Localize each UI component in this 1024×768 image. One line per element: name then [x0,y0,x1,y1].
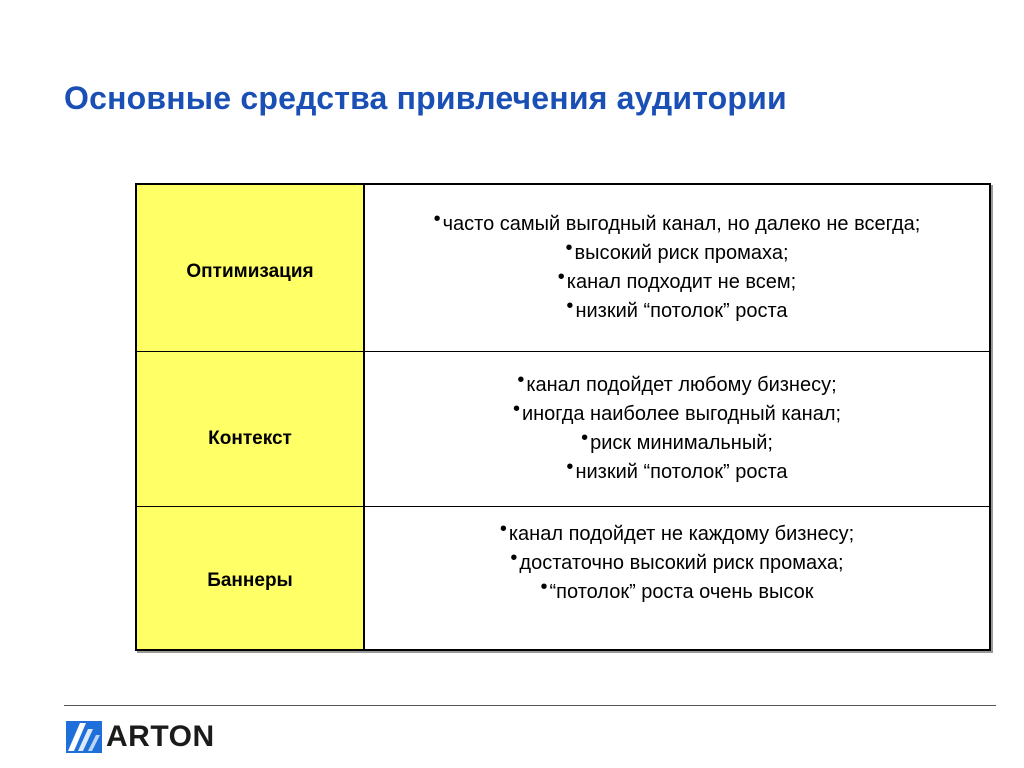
bullet-item: • высокий риск промаха; [565,239,788,268]
table-row-context [137,352,989,507]
slide-title: Основные средства привлечения аудитории [64,80,787,116]
row-description [365,185,989,351]
bullet-icon: • [540,575,548,598]
bullet-icon: • [566,295,574,317]
bullet-icon: • [581,427,589,449]
bullet-icon: • [566,456,574,478]
bullet-item: • часто самый выгодный канал, но далеко не всегда; [434,210,921,239]
arton-logo [66,720,215,754]
row-label: Контекст [137,352,365,506]
bullet-item: • риск минимальный; [581,429,773,458]
row-description [365,352,989,506]
bullet-icon: • [499,517,507,540]
bullet-icon: • [565,237,573,259]
bullet-icon: • [517,369,525,391]
arton-logo-icon [66,721,102,753]
bullet-item: • канал подходит не всем; [558,268,796,297]
comparison-table [135,183,991,651]
bullet-item: • канал подойдет любому бизнесу; [517,371,836,400]
bullet-item: • низкий “потолок” роста [566,297,787,326]
bullet-icon: • [557,266,565,288]
table-row-banners [137,507,989,649]
footer-divider [64,705,996,706]
bullet-item: • “потолок” роста очень высок [541,578,814,607]
row-label: Баннеры [137,507,365,649]
bullet-icon: • [433,208,441,230]
table-row-optimization [137,185,989,352]
bullet-item: • достаточно высокий риск промаха; [510,549,843,578]
row-description [365,507,989,649]
bullet-item: • иногда наиболее выгодный канал; [513,400,841,429]
bullet-item: • низкий “потолок” роста [566,458,787,487]
bullet-icon: • [510,546,518,569]
bullet-icon: • [512,398,520,420]
logo-text: ARTON [106,720,215,753]
row-label: Оптимизация [137,185,365,351]
bullet-item: • канал подойдет не каждому бизнесу; [500,520,854,549]
